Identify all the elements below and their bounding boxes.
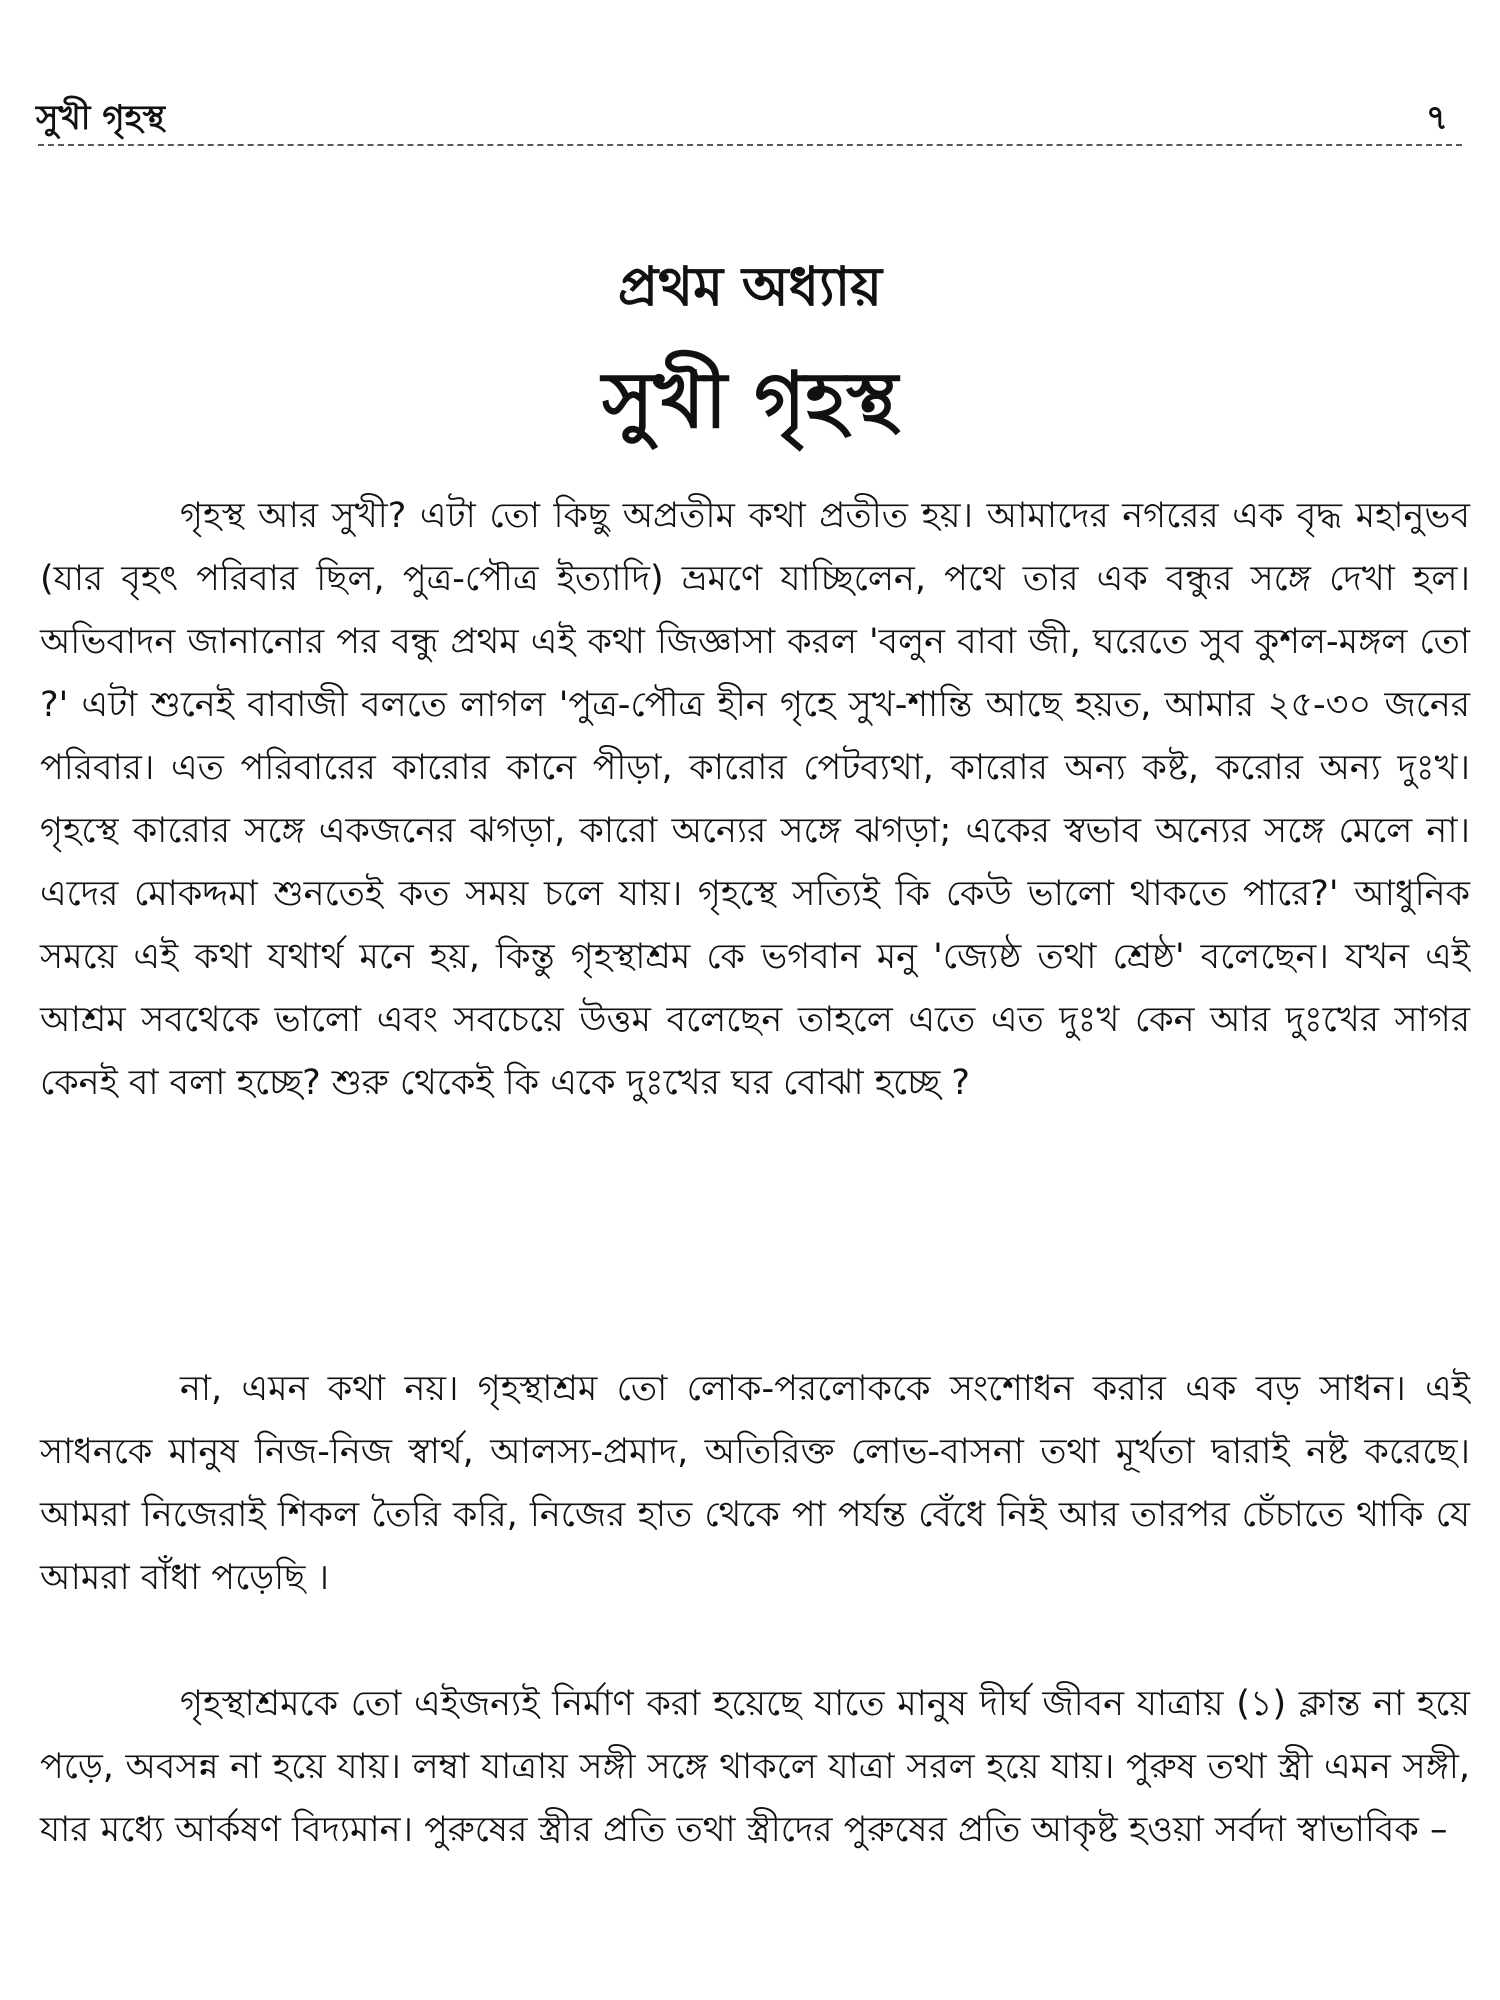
- chapter-label: প্রথম অধ্যায়: [617, 255, 883, 318]
- chapter-title: সুখী গৃহস্থ: [602, 356, 898, 446]
- paragraph: গৃহস্থাশ্রমকে তো এইজন্যই নির্মাণ করা হয়েছে যাতে মানুষ দীর্ঘ জীবন যাত্রায় (১) ক্লান্ত না হয়ে পড়ে, অবসন্ন না হয়ে যায়। লম্বা যাত্রায় সঙ্গী সঙ্গে থাকলে যাত্রা সরল হয়ে যায়। পুরুষ তথা স্ত্রী এমন সঙ্গী, যার মধ্যে আর্কষণ বিদ্যমান। পুরুষের স্ত্রীর প্রতি তথা স্ত্রীদের পুরুষের প্রতি আকৃষ্ট হওয়া সর্বদা স্বাভাবিক –: [40, 1684, 1470, 1850]
- header-rule: [38, 144, 1462, 156]
- page-number: ৭: [1425, 98, 1448, 138]
- running-title: সুখী গৃহস্থ: [36, 98, 166, 138]
- running-header: [36, 92, 1460, 142]
- paragraph: গৃহস্থ আর সুখী? এটা তো কিছু অপ্রতীম কথা প্রতীত হয়। আমাদের নগরের এক বৃদ্ধ মহানুভব (যার বৃহৎ পরিবার ছিল, পুত্র-পৌত্র ইত্যাদি) ভ্রমণে যাচ্ছিলেন, পথে তার এক বন্ধুর সঙ্গে দেখা হল। অভিবাদন জানানোর পর বন্ধু প্রথম এই কথা জিজ্ঞাসা করল 'বলুন বাবা জী, ঘরেতে সুব কুশল-মঙ্গল তো ?' এটা শুনেই বাবাজী বলতে লাগল 'পুত্র-পৌত্র হীন গৃহে সুখ-শান্তি আছে হয়ত, আমার ২৫-৩০ জনের পরিবার। এত পরিবারের কারোর কানে পীড়া, কারোর পেটব্যথা, কারোর অন্য কষ্ট, করোর অন্য দুঃখ। গৃহস্থে কারোর সঙ্গে একজনের ঝগড়া, কারো অন্যের সঙ্গে ঝগড়া; একের স্বভাব অন্যের সঙ্গে মেলে না। এদের মোকদ্দমা শুনতেই কত সময় চলে যায়। গৃহস্থে সত্যিই কি কেউ ভালো থাকতে পারে?' আধুনিক সময়ে এই কথা যথার্থ মনে হয়, কিন্তু গৃহস্থাশ্রম কে ভগবান মনু 'জ্যেষ্ঠ তথা শ্রেষ্ঠ' বলেছেন। যখন এই আশ্রম সবথেকে ভালো এবং সবচেয়ে উত্তম বলেছেন তাহলে এতে এত দুঃখ কেন আর দুঃখের সাগর কেনই বা বলা হচ্ছে? শুরু থেকেই কি একে দুঃখের ঘর বোঝা হচ্ছে ?: [40, 496, 1470, 1103]
- paragraph: না, এমন কথা নয়। গৃহস্থাশ্রম তো লোক-পরলোককে সংশোধন করার এক বড় সাধন। এই সাধনকে মানুষ নিজ-নিজ স্বার্থ, আলস্য-প্রমাদ, অতিরিক্ত লোভ-বাসনা তথা মূর্খতা দ্বারাই নষ্ট করেছে। আমরা নিজেরাই শিকল তৈরি করি, নিজের হাত থেকে পা পর্যন্ত বেঁধে নিই আর তারপর চেঁচাতে থাকি যে আমরা বাঁধা পড়েছি ।: [40, 1369, 1470, 1598]
